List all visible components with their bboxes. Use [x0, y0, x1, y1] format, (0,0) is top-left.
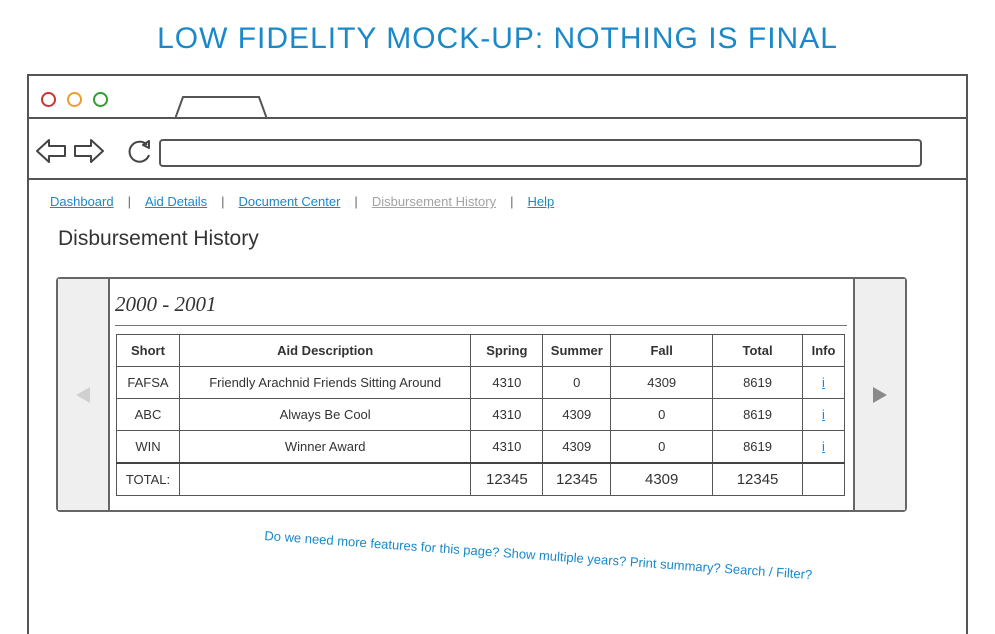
info-link[interactable]: i	[822, 407, 825, 422]
total-total: 12345	[713, 463, 803, 496]
header-info: Info	[802, 335, 844, 367]
forward-arrow-icon[interactable]	[73, 137, 105, 165]
total-info	[802, 463, 844, 496]
nav-link-document-center[interactable]: Document Center	[238, 194, 341, 209]
maximize-window-dot[interactable]	[93, 92, 108, 107]
cell-description: Winner Award	[179, 431, 470, 464]
table-row	[117, 431, 845, 464]
triangle-left-icon	[75, 386, 91, 404]
cell-total: 8619	[713, 367, 803, 399]
nav-link-disbursement-history: Disbursement History	[371, 194, 497, 209]
year-divider	[115, 325, 847, 326]
disbursement-table	[116, 334, 845, 496]
browser-tab[interactable]	[175, 96, 267, 119]
nav-separator: |	[221, 194, 225, 209]
nav-separator: |	[510, 194, 514, 209]
cell-summer: 4309	[543, 431, 611, 464]
browser-toolbar	[29, 119, 966, 180]
total-label: TOTAL:	[117, 463, 180, 496]
design-note: Do we need more features for this page? Show multiple years? Print summary? Search / Filter?	[263, 528, 813, 583]
nav-link-dashboard[interactable]: Dashboard	[50, 194, 114, 209]
cell-total: 8619	[713, 431, 803, 464]
year-heading: 2000 - 2001	[115, 292, 217, 316]
info-link[interactable]: i	[822, 375, 825, 390]
cell-fall: 4309	[611, 367, 713, 399]
header-fall: Fall	[611, 335, 713, 367]
cell-info	[802, 367, 844, 399]
cell-short: FAFSA	[117, 367, 180, 399]
carousel-prev-button[interactable]	[58, 279, 110, 510]
total-fall: 4309	[611, 463, 713, 496]
info-link[interactable]: i	[822, 439, 825, 454]
table-row	[117, 399, 845, 431]
cell-description: Friendly Arachnid Friends Sitting Around	[179, 367, 470, 399]
minimize-window-dot[interactable]	[67, 92, 82, 107]
triangle-right-icon	[872, 386, 888, 404]
header-aid-description: Aid Description	[179, 335, 470, 367]
carousel-next-button[interactable]	[853, 279, 905, 510]
cell-fall: 0	[611, 431, 713, 464]
table-row	[117, 367, 845, 399]
nav-separator: |	[127, 194, 131, 209]
cell-fall: 0	[611, 399, 713, 431]
nav-link-help[interactable]: Help	[527, 194, 555, 209]
header-spring: Spring	[471, 335, 543, 367]
cell-summer: 0	[543, 367, 611, 399]
cell-spring: 4310	[471, 431, 543, 464]
cell-summer: 4309	[543, 399, 611, 431]
cell-spring: 4310	[471, 367, 543, 399]
total-description	[179, 463, 470, 496]
nav-link-aid-details[interactable]: Aid Details	[145, 194, 208, 209]
cell-total: 8619	[713, 399, 803, 431]
total-summer: 12345	[543, 463, 611, 496]
cell-info	[802, 431, 844, 464]
cell-description: Always Be Cool	[179, 399, 470, 431]
header-short: Short	[117, 335, 180, 367]
cell-short: ABC	[117, 399, 180, 431]
header-total: Total	[713, 335, 803, 367]
back-arrow-icon[interactable]	[35, 137, 67, 165]
cell-short: WIN	[117, 431, 180, 464]
table-total-row	[117, 463, 845, 496]
mockup-banner: LOW FIDELITY MOCK-UP: NOTHING IS FINAL	[157, 22, 838, 55]
address-bar[interactable]	[159, 139, 922, 167]
browser-titlebar	[29, 76, 966, 119]
cell-spring: 4310	[471, 399, 543, 431]
cell-info	[802, 399, 844, 431]
nav-separator: |	[354, 194, 358, 209]
table-header-row	[117, 335, 845, 367]
header-summer: Summer	[543, 335, 611, 367]
reload-icon[interactable]	[125, 137, 155, 165]
breadcrumb-nav	[50, 194, 554, 209]
total-spring: 12345	[471, 463, 543, 496]
page-title: Disbursement History	[58, 227, 259, 250]
close-window-dot[interactable]	[41, 92, 56, 107]
